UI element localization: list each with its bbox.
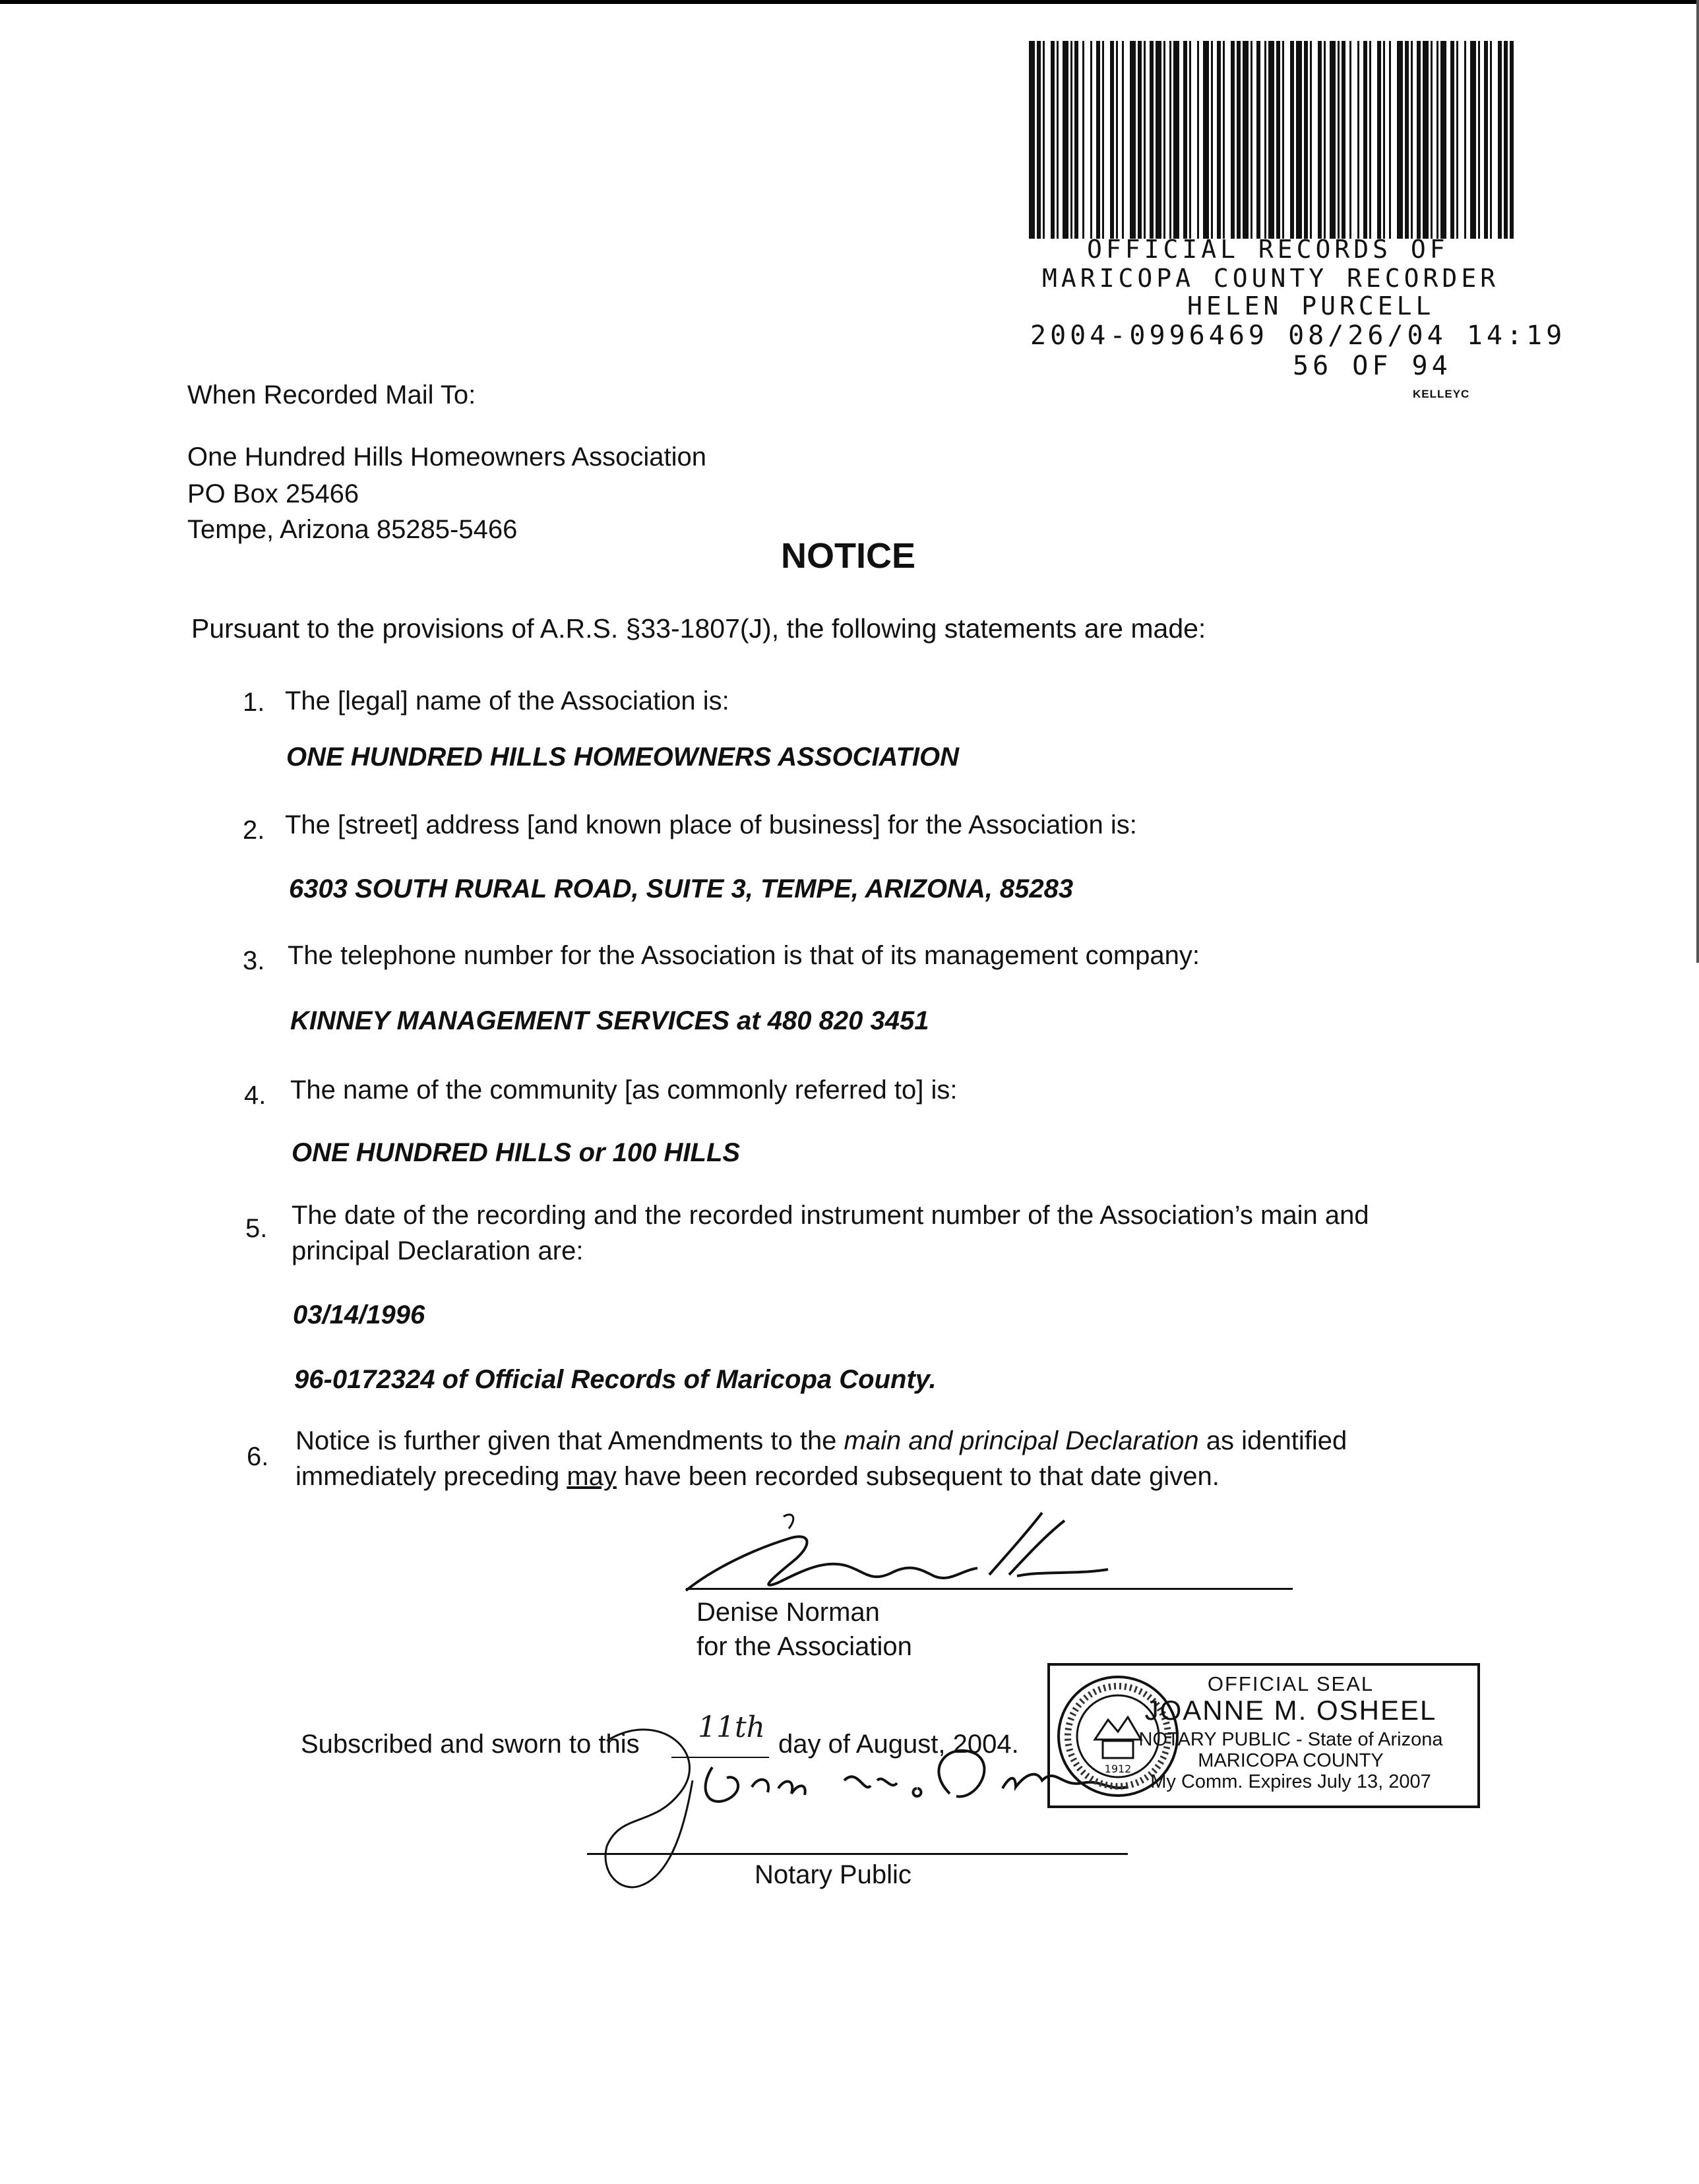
item-6-number: 6. — [247, 1442, 269, 1471]
barcode-bar — [1122, 41, 1124, 239]
page-count: 56 OF 94 — [1293, 351, 1452, 381]
barcode-bar — [1057, 41, 1059, 239]
barcode-bar — [1470, 41, 1476, 239]
recorder-line-3: HELEN PURCELL — [1187, 291, 1435, 320]
seal-emblem-year: 1912 — [1104, 1763, 1132, 1775]
barcode-bar — [1051, 41, 1055, 239]
barcode-bar — [1211, 41, 1213, 239]
item-5-date: 03/14/1996 — [293, 1300, 425, 1329]
barcode-bar — [1116, 41, 1118, 239]
barcode-bar — [1282, 41, 1284, 239]
barcode-bar — [1203, 41, 1209, 239]
seal-line-4: MARICOPA COUNTY — [1198, 1750, 1384, 1771]
barcode-bar — [1156, 41, 1161, 239]
mail-to-heading: When Recorded Mail To: — [187, 380, 476, 410]
barcode-bar — [1383, 41, 1385, 239]
page-title: NOTICE — [781, 536, 916, 576]
item-3-number: 3. — [243, 946, 265, 975]
barcode-bar — [1342, 41, 1345, 239]
signer-name: Denise Norman — [696, 1598, 880, 1627]
barcode-bar — [1043, 41, 1045, 239]
barcode-bar — [1431, 41, 1433, 239]
barcode-bar — [1397, 41, 1403, 239]
jurat-prefix: Subscribed and sworn to this — [301, 1730, 640, 1759]
clerk-id: KELLEYC — [1413, 388, 1470, 400]
barcode-bar — [1276, 41, 1280, 239]
barcode-bar — [1349, 41, 1351, 239]
barcode-bar — [1096, 41, 1100, 239]
barcode-bar — [1377, 41, 1381, 239]
barcode-bar — [1130, 41, 1136, 239]
barcode-bar — [1318, 41, 1322, 239]
barcode-image — [1029, 41, 1514, 239]
seal-line-1: OFFICIAL SEAL — [1207, 1672, 1375, 1695]
item-2-answer: 6303 SOUTH RURAL ROAD, SUITE 3, TEMPE, ARIZONA, 85283 — [289, 874, 1074, 903]
barcode-bar — [1138, 41, 1142, 239]
barcode-bar — [1070, 41, 1072, 239]
barcode-bar — [1082, 41, 1084, 239]
barcode-bar — [1150, 41, 1154, 239]
recording-number: 2004-0996469 08/26/04 14:19 — [1030, 320, 1566, 351]
item-5-number: 5. — [245, 1214, 268, 1243]
barcode-bar — [1189, 41, 1191, 239]
scan-border-top — [0, 0, 1699, 4]
barcode-bar — [1231, 41, 1235, 239]
barcode-bar — [1063, 41, 1068, 239]
item-4-text: The name of the community [as commonly referred to] is: — [290, 1076, 958, 1105]
notary-official-seal — [1047, 1663, 1480, 1808]
barcode-bar — [1110, 41, 1114, 239]
item-4-number: 4. — [244, 1081, 266, 1110]
barcode-bar — [1304, 41, 1308, 239]
barcode-bar — [1440, 41, 1446, 239]
barcode-bar — [1357, 41, 1359, 239]
notary-label: Notary Public — [755, 1860, 911, 1889]
barcode-bar — [1256, 41, 1260, 239]
barcode-bar — [1268, 41, 1274, 239]
barcode-bar — [1456, 41, 1458, 239]
barcode-bar — [1237, 41, 1241, 239]
barcode-bar — [1411, 41, 1413, 239]
item-6-text-line-1: Notice is further given that Amendments to the main and principal Declaration as identified — [295, 1426, 1347, 1455]
barcode-bar — [1478, 41, 1480, 239]
barcode-bar — [1243, 41, 1249, 239]
item-2-number: 2. — [243, 816, 265, 845]
barcode-bar — [1498, 41, 1502, 239]
item-5-instrument: 96-0172324 of Official Records of Maricopa County. — [294, 1365, 937, 1394]
barcode-bar — [1163, 41, 1165, 239]
barcode-bar — [1464, 41, 1466, 239]
jurat-suffix: day of August, 2004. — [778, 1730, 1019, 1759]
signature-denise-norman — [673, 1497, 1306, 1602]
barcode-bar — [1183, 41, 1187, 239]
barcode-bar — [1144, 41, 1146, 239]
barcode-bar — [1074, 41, 1078, 239]
barcode-bar — [1417, 41, 1421, 239]
mail-to-line-2: PO Box 25466 — [187, 479, 359, 508]
recorder-line-1: OFFICIAL RECORDS OF — [1087, 235, 1449, 264]
barcode-bar — [1102, 41, 1104, 239]
item-1-answer: ONE HUNDRED HILLS HOMEOWNERS ASSOCIATION — [286, 743, 960, 772]
item-2-text: The [street] address [and known place of business] for the Association is: — [285, 810, 1137, 839]
item-1-text: The [legal] name of the Association is: — [285, 686, 729, 715]
barcode-bar — [1290, 41, 1294, 239]
mail-to-line-3: Tempe, Arizona 85285-5466 — [187, 515, 518, 544]
barcode-bar — [1405, 41, 1409, 239]
recorder-line-2: MARICOPA COUNTY RECORDER — [1042, 264, 1500, 293]
barcode-bar — [1504, 41, 1508, 239]
item-6-text-line-2: immediately preceding may have been recorded subsequent to that date given. — [295, 1462, 1220, 1491]
item-5-text-line-2: principal Declaration are: — [292, 1236, 584, 1265]
scan-border-right — [1696, 0, 1699, 963]
barcode-bar — [1363, 41, 1367, 239]
barcode-bar — [1450, 41, 1454, 239]
barcode-bar — [1423, 41, 1429, 239]
barcode-bar — [1223, 41, 1225, 239]
barcode-bar — [1037, 41, 1041, 239]
barcode-bar — [1490, 41, 1492, 239]
barcode-bar — [1090, 41, 1092, 239]
seal-commission-expiry: My Comm. Expires July 13, 2007 — [1150, 1771, 1431, 1792]
barcode-bar — [1338, 41, 1340, 239]
barcode-bar — [1217, 41, 1221, 239]
barcode-bar — [1197, 41, 1199, 239]
signer-role: for the Association — [696, 1632, 912, 1661]
barcode-bar — [1436, 41, 1438, 239]
item-4-answer: ONE HUNDRED HILLS or 100 HILLS — [292, 1138, 741, 1167]
signature-line-association — [686, 1588, 1293, 1590]
item-3-answer: KINNEY MANAGEMENT SERVICES at 480 820 3451 — [290, 1006, 929, 1035]
seal-notary-name: JOANNE M. OSHEEL — [1144, 1695, 1437, 1726]
barcode-bar — [1324, 41, 1326, 239]
barcode-bar — [1484, 41, 1488, 239]
barcode-bar — [1029, 41, 1035, 239]
seal-line-3: NOTARY PUBLIC - State of Arizona — [1138, 1729, 1443, 1750]
item-1-number: 1. — [243, 688, 265, 717]
item-3-text: The telephone number for the Association is that of its management company: — [288, 941, 1200, 970]
barcode-bar — [1251, 41, 1252, 239]
intro-statement: Pursuant to the provisions of A.R.S. §33-1807(J), the following statements are made: — [191, 613, 1206, 644]
barcode-bar — [1169, 41, 1171, 239]
item-5-text-line-1: The date of the recording and the recorded instrument number of the Association’s main and — [292, 1201, 1369, 1230]
barcode-bar — [1330, 41, 1336, 239]
signature-line-notary — [587, 1853, 1128, 1855]
barcode-bar — [1310, 41, 1312, 239]
barcode-bar — [1510, 41, 1514, 239]
barcode-bar — [1389, 41, 1391, 239]
jurat-day-handwritten: 11th — [698, 1711, 766, 1744]
barcode-bar — [1264, 41, 1266, 239]
barcode-bar — [1369, 41, 1371, 239]
barcode-bar — [1296, 41, 1302, 239]
mail-to-line-1: One Hundred Hills Homeowners Association — [187, 442, 707, 471]
barcode-bar — [1173, 41, 1179, 239]
